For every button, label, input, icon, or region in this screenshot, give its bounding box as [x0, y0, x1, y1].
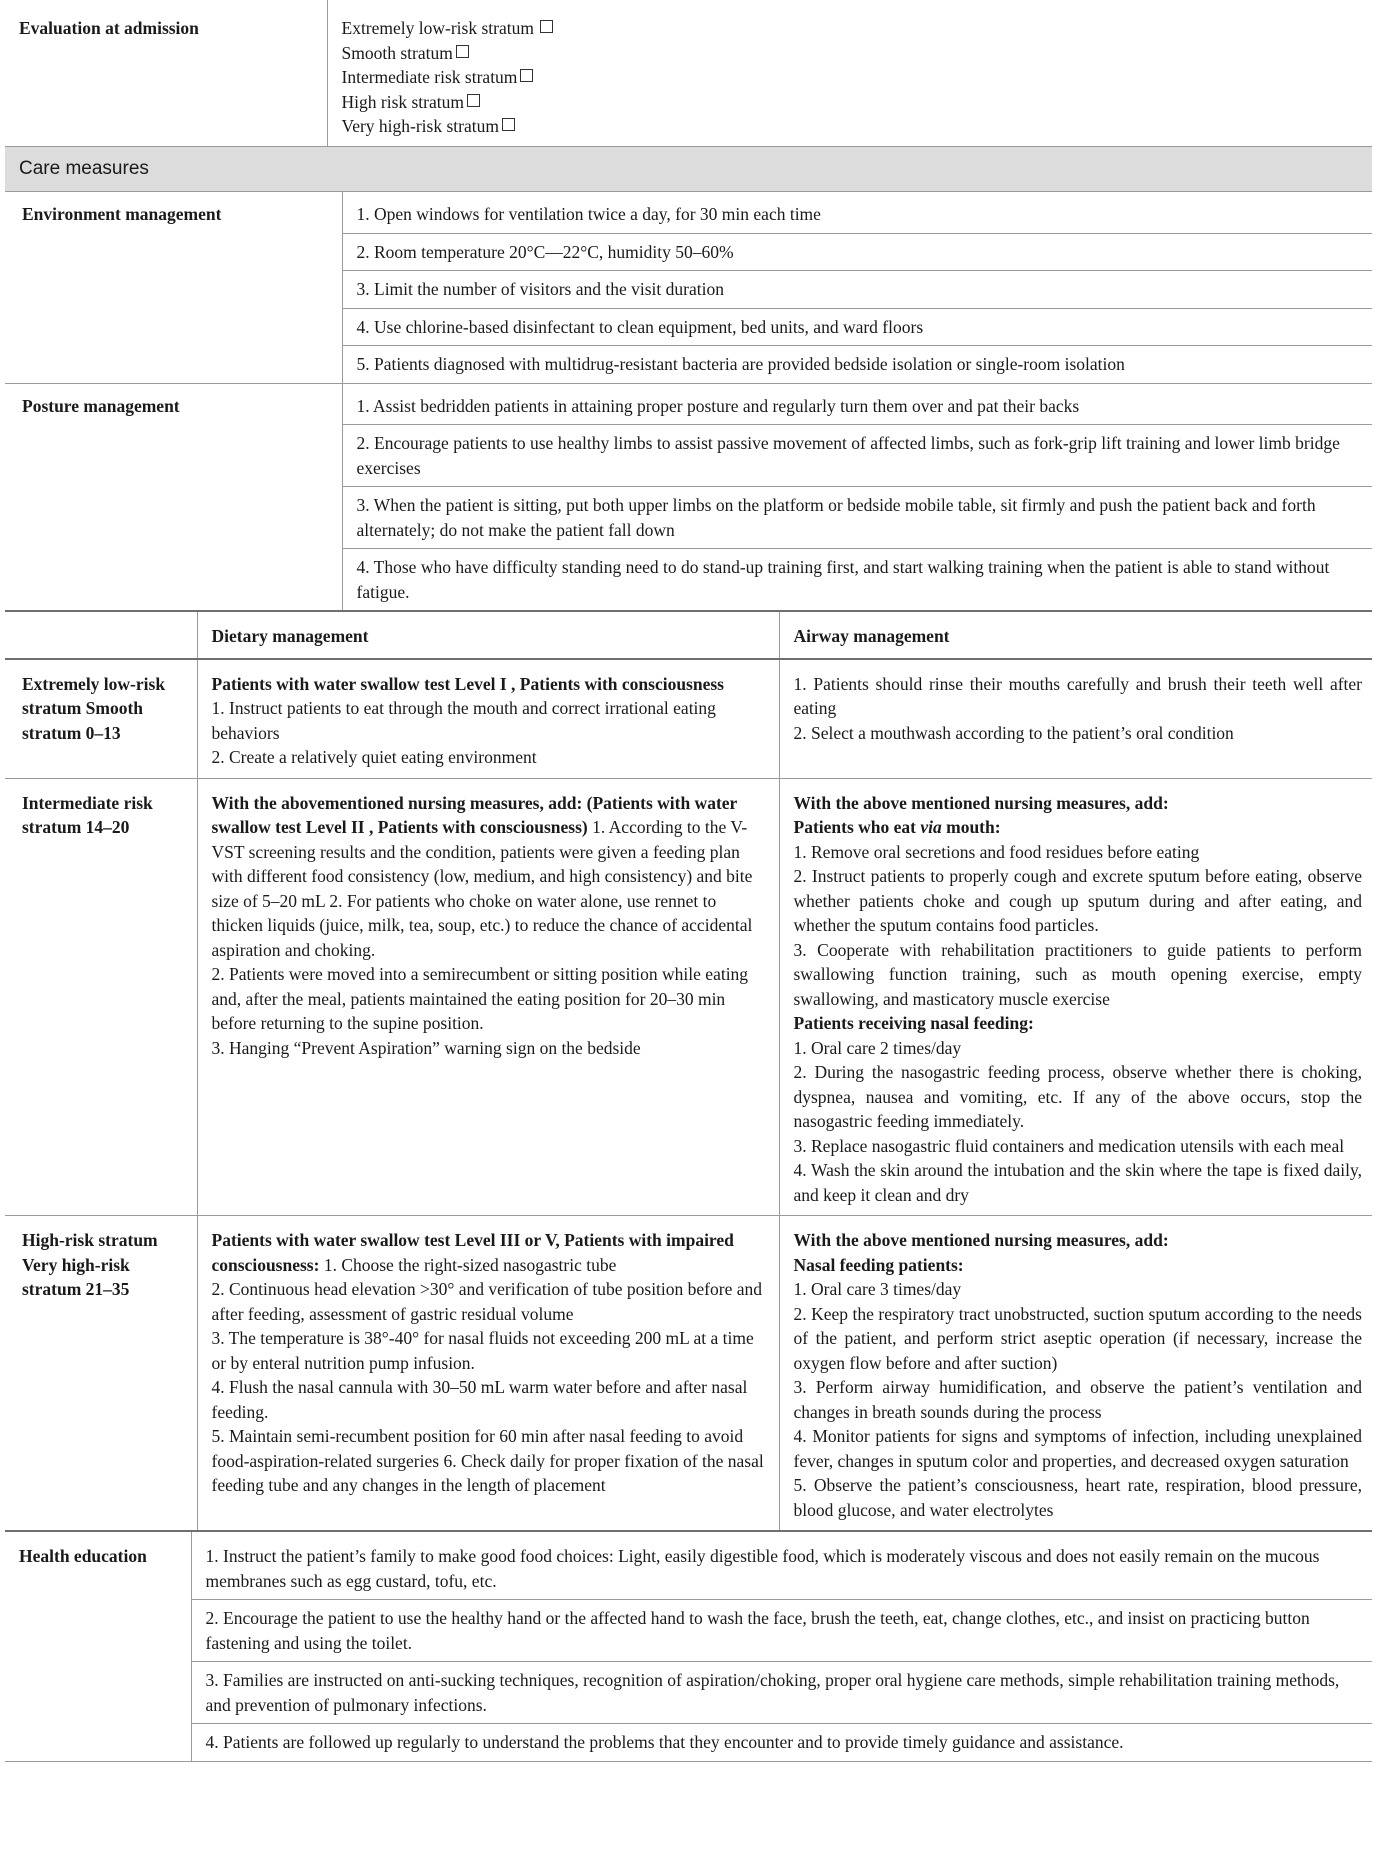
option-1[interactable]: Smooth stratum: [342, 41, 1363, 66]
airway-subheading: Nasal feeding patients:: [793, 1254, 964, 1275]
environment-items: [342, 192, 1372, 383]
care-measures-header: Care measures: [5, 147, 1372, 192]
diet-intro: 1. According to the V-VST screening results and the condition, patients were given a feeding plan with different food consistency (low, medium, and high consistency) and bite size of 5–20 mL 2. For patients who choke on water alone, use rennet to thicken liquids (juice, milk, tea, soup, etc.) to reduce the chance of accidental aspiration and choking.: [211, 817, 753, 960]
checkbox-icon[interactable]: [456, 45, 469, 58]
admission-label: Evaluation at admission: [19, 18, 199, 38]
stratum-label: Intermediate risk stratum 14–20: [22, 792, 153, 837]
health-item: 1. Instruct the patient’s family to make good food choices: Light, easily digestible food, which is moderately viscous and does not easily remain on the mucous membranes such as egg custard, tofu, etc.: [192, 1532, 1373, 1600]
stratum-dietary: [197, 659, 779, 779]
airway-subheading: Patients receiving nasal feeding:: [793, 1013, 1034, 1033]
health-education-label: Health education: [19, 1546, 147, 1566]
airway-item: 2. Select a mouthwash according to the patient’s oral condition: [793, 722, 1234, 743]
airway-item: 4. Monitor patients for signs and symptoms of infection, including unexplained fever, changes in sputum color and properties, and decreased oxygen saturation: [793, 1426, 1362, 1471]
strata-header-empty: [5, 612, 197, 659]
environment-label: Environment management: [22, 204, 222, 224]
admission-options: [327, 0, 1372, 147]
diet-item: 3. Hanging “Prevent Aspiration” warning sign on the bedside: [211, 1037, 641, 1058]
diet-item: 2. Continuous head elevation >30° and verification of tube position before and after feeding, assessment of gastric residual volume: [211, 1279, 762, 1324]
airway-item: 2. During the nasogastric feeding process, observe whether there is choking, dyspnea, nausea and vomiting, etc. If any of the above occurs, stop the nasogastric feeding immediately.: [793, 1062, 1362, 1131]
strata-table: [5, 612, 1372, 1532]
stratum-dietary: [197, 778, 779, 1216]
stratum-dietary: [197, 1216, 779, 1532]
airway-item: 3. Cooperate with rehabilitation practitioners to guide patients to perform swallowing function training, such as mouth opening exercise, empty swallowing, and masticatory muscle exercise: [793, 939, 1362, 1009]
option-3[interactable]: High risk stratum: [342, 90, 1363, 115]
airway-item: 1. Remove oral secretions and food residues before eating: [793, 841, 1200, 862]
diet-item: 2. Patients were moved into a semirecumbent or sitting position while eating and, after the meal, patients maintained the eating position for 20–30 min before returning to the supine position.: [211, 964, 749, 1033]
airway-heading: With the above mentioned nursing measures, add:: [793, 1230, 1169, 1250]
checkbox-icon[interactable]: [502, 118, 515, 131]
airway-item: 3. Replace nasogastric fluid containers and medication utensils with each meal: [793, 1135, 1345, 1156]
posture-item: 1. Assist bedridden patients in attaining proper posture and regularly turn them over and pat their backs: [343, 384, 1373, 426]
checkbox-icon[interactable]: [520, 69, 533, 82]
posture-label: Posture management: [22, 395, 180, 416]
airway-heading: With the above mentioned nursing measures, add:: [793, 792, 1169, 813]
stratum-airway: [779, 1216, 1372, 1532]
stratum-airway: [779, 659, 1372, 779]
diet-heading: Patients with water swallow test Level I , Patients with consciousness: [211, 673, 724, 694]
stratum-label: Extremely low-risk stratum Smooth stratum 0–13: [22, 673, 166, 743]
option-4[interactable]: Very high-risk stratum: [342, 114, 1363, 139]
diet-heading: Patients with water swallow test Level III or V, Patients with impaired consciousness:: [211, 1230, 734, 1275]
airway-item: 1. Patients should rinse their mouths carefully and brush their teeth well after eating: [793, 673, 1362, 718]
posture-items: [342, 383, 1372, 611]
environment-item: 2. Room temperature 20°C—22°C, humidity 50–60%: [343, 234, 1373, 272]
airway-item: 4. Wash the skin around the intubation and the skin where the tape is fixed daily, and keep it clean and dry: [793, 1160, 1362, 1205]
diet-intro: 1. Choose the right-sized nasogastric tube: [323, 1254, 617, 1275]
posture-item: 2. Encourage patients to use healthy limbs to assist passive movement of affected limbs, such as fork-grip lift training and lower limb bridge exercises: [343, 425, 1373, 487]
environment-item: 4. Use chlorine-based disinfectant to clean equipment, bed units, and ward floors: [343, 309, 1373, 347]
checkbox-icon[interactable]: [540, 20, 553, 33]
posture-item: 4. Those who have difficulty standing need to do stand-up training first, and start walking training when the patient is able to stand without fatigue.: [356, 557, 1330, 602]
posture-item: 3. When the patient is sitting, put both upper limbs on the platform or bedside mobile table, sit firmly and push the patient back and forth alternately; do not make the patient fall down: [343, 487, 1373, 549]
stratum-airway: [779, 778, 1372, 1216]
health-education-table: [5, 1532, 1372, 1762]
health-item: 4. Patients are followed up regularly to understand the problems that they encounter and to provide timely guidance and assistance.: [205, 1732, 1124, 1752]
airway-item: 1. Oral care 3 times/day: [793, 1279, 962, 1299]
environment-item: 5. Patients diagnosed with multidrug-resistant bacteria are provided bedside isolation or single-room isolation: [356, 354, 1125, 374]
health-item: 2. Encourage the patient to use the healthy hand or the affected hand to wash the face, brush the teeth, eat, change clothes, etc., and insist on practicing button fastening and using the toilet.: [192, 1600, 1373, 1662]
dietary-column-header: Dietary management: [197, 612, 779, 659]
airway-item: 5. Observe the patient’s consciousness, heart rate, respiration, blood pressure, blood glucose, and water electrolytes: [793, 1475, 1362, 1520]
airway-item: 2. Instruct patients to properly cough and excrete sputum before eating, observe whether patients choke and cough up sputum during and after eating, and whether the sputum contains food particles.: [793, 866, 1362, 935]
diet-item: 5. Maintain semi-recumbent position for 60 min after nasal feeding to avoid food-aspiration-related surgeries 6. Check daily for proper fixation of the nasal feeding tube and any changes in the length of placement: [211, 1426, 764, 1495]
option-0[interactable]: Extremely low-risk stratum: [342, 16, 1363, 41]
environment-item: 1. Open windows for ventilation twice a day, for 30 min each time: [343, 192, 1373, 234]
management-table: [5, 192, 1372, 612]
checkbox-icon[interactable]: [467, 94, 480, 107]
diet-item: 4. Flush the nasal cannula with 30–50 mL warm water before and after nasal feeding.: [211, 1377, 748, 1422]
diet-heading: With the abovementioned nursing measures, add: (Patients with water swallow test Level II , Patients with consciousness): [211, 792, 737, 837]
admission-table: [5, 0, 1372, 147]
airway-subheading: Patients who eat via mouth:: [793, 817, 1001, 837]
health-item: 3. Families are instructed on anti-sucking techniques, recognition of aspiration/choking, proper oral hygiene care methods, simple rehabilitation training methods, and prevention of pulmonary infections.: [192, 1662, 1373, 1724]
airway-column-header: Airway management: [779, 612, 1372, 659]
stratum-label: High-risk stratum Very high-risk stratum 21–35: [22, 1230, 158, 1299]
diet-item: 3. The temperature is 38°-40° for nasal fluids not exceeding 200 mL at a time or by enteral nutrition pump infusion.: [211, 1328, 754, 1373]
option-2[interactable]: Intermediate risk stratum: [342, 65, 1363, 90]
airway-item: 3. Perform airway humidification, and observe the patient’s ventilation and changes in breath sounds during the process: [793, 1377, 1362, 1422]
environment-item: 3. Limit the number of visitors and the visit duration: [343, 271, 1373, 309]
care-measures-table-page: [5, 0, 1372, 1863]
diet-item: 2. Create a relatively quiet eating environment: [211, 747, 537, 767]
airway-item: 2. Keep the respiratory tract unobstructed, suction sputum according to the needs of the patient, and perform strict aseptic operation (if necessary, increase the oxygen flow before and after suction): [793, 1303, 1362, 1373]
airway-item: 1. Oral care 2 times/day: [793, 1037, 962, 1058]
health-education-items: [191, 1532, 1372, 1761]
diet-item: 1. Instruct patients to eat through the mouth and correct irrational eating behaviors: [211, 698, 716, 743]
